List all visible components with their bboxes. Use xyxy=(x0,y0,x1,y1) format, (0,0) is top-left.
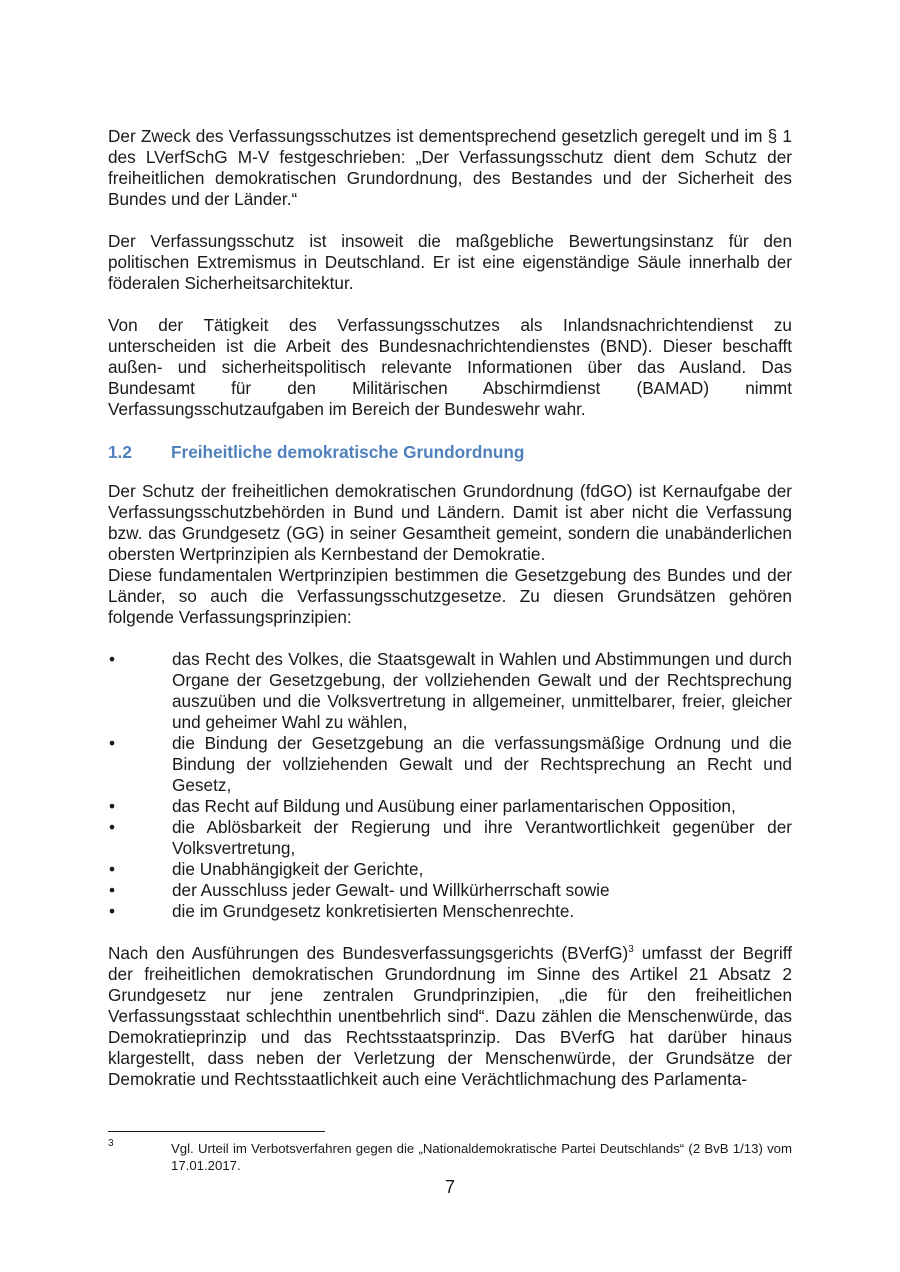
principles-list xyxy=(108,649,792,922)
list-item: • die im Grundgesetz konkretisierten Menschenrechte. xyxy=(109,901,575,921)
list-item: • die Bindung der Gesetzgebung an die verfassungsmäßige Ordnung und die Bindung der vollziehenden Gewalt und der Rechtsprechung an Recht und Gesetz, xyxy=(109,733,792,795)
footnote-separator xyxy=(108,1131,325,1132)
list-item: • das Recht des Volkes, die Staatsgewalt in Wahlen und Abstimmungen und durch Organe der Gesetzgebung, der vollziehenden Gewalt und der Rechtsprechung auszuüben und die Volksvertretung in allgemeiner, unmittelbarer, freier, gleicher und geheimer Wahl zu wählen, xyxy=(109,649,792,732)
bullet-icon: • xyxy=(109,880,116,900)
list-item: • der Ausschluss jeder Gewalt- und Willkürherrschaft sowie xyxy=(109,880,610,900)
footnote-reference[interactable]: 3 xyxy=(628,944,634,955)
section-heading xyxy=(108,442,792,463)
list-item: • das Recht auf Bildung und Ausübung einer parlamentarischen Opposition, xyxy=(109,796,736,816)
paragraph-bverfg: Nach den Ausführungen des Bundesverfassungsgerichts (BVerfG)$^3$ umfasst der Begriff der freiheitlichen demokratischen Grundordnung im Sinne des Artikel 21 Absatz 2 Grundgesetz nur jene zentralen Grundprinzipien, „die für den freiheitlichen Verfassungsstaat schlechthin unentbehrlich sind“. Dazu zählen die Menschenwürde, das Demokratieprinzip und das Rechtsstaatsprinzip. Das BVerfG hat darüber hinaus klargestellt, dass neben der Verletzung der Menschenwürde, der Grundsätze der Demokratie und Rechtsstaatlichkeit auch eine Verächtlichmachung des Parlamenta- xyxy=(108,943,792,1089)
body-text xyxy=(108,126,792,1090)
paragraph-evaluation-authority: Der Verfassungsschutz ist insoweit die maßgebliche Bewertungsinstanz für den politischen Extremismus in Deutschland. Er ist eine eigenständige Säule innerhalb der föderalen Sicherheitsarchitektur. xyxy=(108,231,792,293)
section-title: Freiheitliche demokratische Grundordnung xyxy=(171,442,525,462)
bullet-icon: • xyxy=(109,733,116,753)
page-number: 7 xyxy=(444,1177,455,1197)
paragraph-purpose: Der Zweck des Verfassungsschutzes ist dementsprechend gesetzlich geregelt und im § 1 des LVerfSchG M-V festgeschrieben: „Der Verfassungsschutz dient dem Schutz der freiheitlichen demokratischen Grundordnung, des Bestandes und der Sicherheit des Bundes und der Länder.“ xyxy=(108,126,792,209)
bullet-icon: • xyxy=(109,796,116,816)
list-item: • die Unabhängigkeit der Gerichte, xyxy=(109,859,424,879)
section-number: 1.2 xyxy=(108,442,132,462)
paragraph-bnd-bamad: Von der Tätigkeit des Verfassungsschutzes als Inlandsnachrichtendienst zu unterscheiden ist die Arbeit des Bundesnachrichtendienstes (BND). Dieser beschafft außen- und sicherheitspolitisch relevante Informationen über das Ausland. Das Bundesamt für den Militärischen Abschirmdienst (BAMAD) nimmt Verfassungsschutzaufgaben im Bereich der Bundeswehr wahr. xyxy=(108,315,792,419)
bullet-icon: • xyxy=(109,817,116,837)
footnote-number: 3 xyxy=(108,1138,114,1149)
paragraph-fdgo-core: Der Schutz der freiheitlichen demokratischen Grundordnung (fdGO) ist Kernaufgabe der Verfassungsschutzbehörden in Bund und Ländern. Damit ist aber nicht die Verfassung bzw. das Grundgesetz (GG) in seiner Gesamtheit gemeint, sondern die unabänderlichen obersten Wertprinzipien als Kernbestand der Demokratie. xyxy=(108,481,792,564)
list-item: • die Ablösbarkeit der Regierung und ihre Verantwortlichkeit gegenüber der Volksvertretung, xyxy=(109,817,792,858)
bullet-icon: • xyxy=(109,649,116,669)
bullet-icon: • xyxy=(109,901,116,921)
paragraph-value-principles: Diese fundamentalen Wertprinzipien bestimmen die Gesetzgebung des Bundes und der Länder, so auch die Verfassungsschutzgesetze. Zu diesen Grundsätzen gehören folgende Verfassungsprinzipien: xyxy=(108,565,792,627)
footnote-text: Vgl. Urteil im Verbotsverfahren gegen die „Nationaldemokratische Partei Deutschlands“ (2 BvB 1/13) vom 17.01.2017. xyxy=(171,1141,792,1173)
footnote xyxy=(108,1140,792,1174)
bullet-icon: • xyxy=(109,859,116,879)
